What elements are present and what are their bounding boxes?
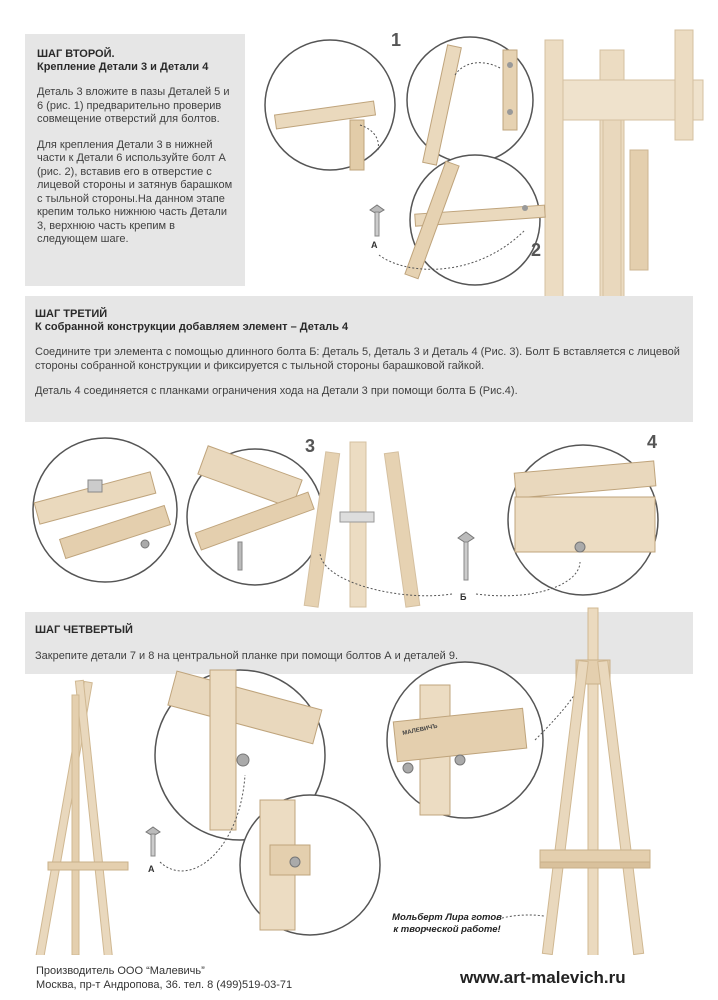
fig2-number: 2 [531,240,542,260]
easel-joint-photo [304,442,420,607]
manufacturer-line-1: Производитель ООО “Малевичь” [36,965,205,977]
fig3-number: 3 [305,436,316,456]
bolt-a2-icon [146,827,160,856]
step3-text-2: Деталь 4 соединяется с планками ограничения хода на Детали 3 при помощи болта Б (Рис.4). [35,385,518,397]
slider-circle [508,445,658,595]
ready-caption-line-1: Мольберт Лира готов [392,912,502,923]
step4-title: ШАГ ЧЕТВЕРТЫЙ [35,624,133,636]
step2-title: ШАГ ВТОРОЙ. [37,48,115,60]
detail-circle-bottom [405,155,545,285]
fig1-number: 1 [391,30,402,50]
fig4-number: 4 [647,432,658,452]
bolt-b-arrow-left [320,552,452,596]
step2-illustration [255,20,718,305]
step2-text-2: Для крепления Детали 3 в нижней части к Детали 6 используйте болт А (рис. 2), вставив его в отверстие с лицевой стороны и затянув барашком с тыльной стороны.На данном этапе крепим только нижнюю часть Детали 3, верхнюю часть крепим в следующем шаге. [37,138,233,245]
step2-panel [25,34,245,286]
step4-text-1: Закрепите детали 7 и 8 на центральной планке при помощи болтов А и деталей 9. [35,650,458,662]
step3-panel [25,296,693,422]
detail-circle-left [265,40,395,170]
step3-subtitle: К собранной конструкции добавляем элемент – Деталь 4 [35,321,349,333]
clamp-circle [387,662,543,818]
manufacturer-line-2: Москва, пр-т Андропова, 36. тел. 8 (499)519-03-71 [36,979,293,991]
step3-title: ШАГ ТРЕТИЙ [35,308,108,320]
bolt-a-label: А [371,240,378,250]
step3-illustration [20,432,710,610]
ready-caption [382,912,512,936]
bolt-a-icon [370,205,384,236]
easel-small-photo [36,680,128,955]
bolt-b-icon [458,532,474,580]
caption-arrow [500,900,550,930]
easel-top-photo [545,30,703,305]
detail-circle-right [407,37,533,165]
hinge-circle [33,438,177,582]
joint-circle-bottom [240,795,380,935]
brand-stamp: МАЛЕВИЧЪ [402,723,439,737]
step2-subtitle: Крепление Детали 3 и Детали 4 [37,61,209,73]
bolt-b-label: Б [460,592,467,602]
step2-text-1: Деталь 3 вложите в пазы Деталей 5 и 6 (рис. 1) предварительно проверив совмещение отверстий для болтов. [37,86,230,125]
bolt-a2-label: А [148,864,155,874]
step4-illustration [20,600,710,955]
ready-caption-line-2: к творческой работе! [393,924,501,935]
easel-large-photo [540,608,650,955]
step3-text-1: Соедините три элемента с помощью длинного болта Б: Деталь 5, Деталь 3 и Деталь 4 (Рис. 3). Болт Б вставляется с лицевой стороны собранной конструкции и фиксируется с тыльной стороны барашковой гайкой. [35,346,680,372]
bolt-insert-circle [187,446,323,585]
manufacturer-info [36,964,292,992]
website-link[interactable]: www.art-malevich.ru [460,968,626,987]
